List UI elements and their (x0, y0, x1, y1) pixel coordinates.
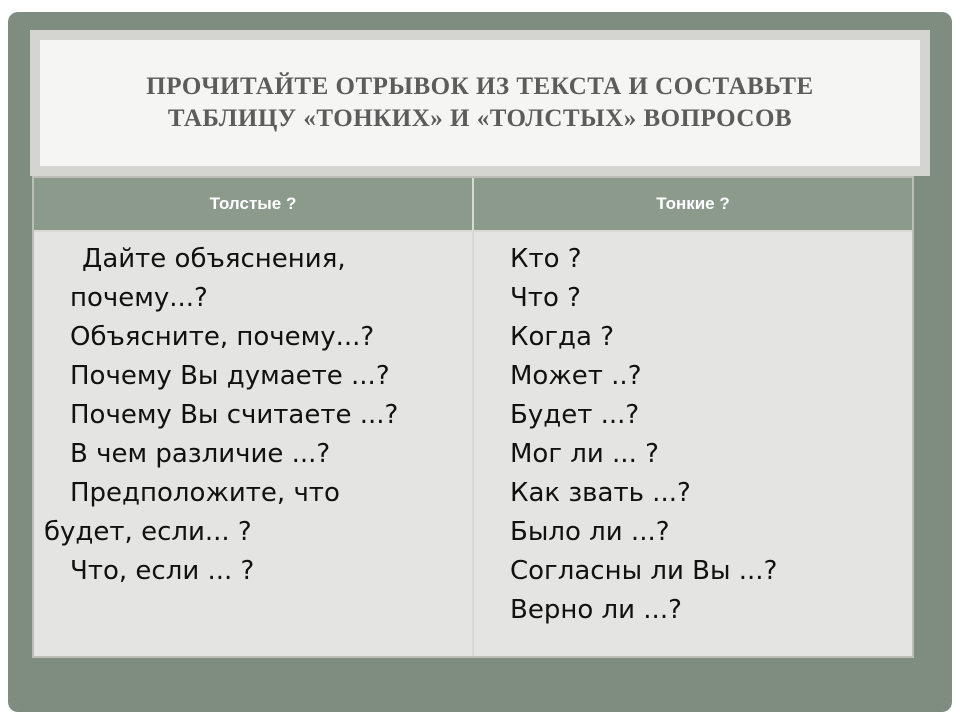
list-item: Мог ли ... ? (510, 439, 659, 469)
list-item: Кто ? (510, 244, 582, 274)
title-line-2: ТАБЛИЦУ «ТОНКИХ» И «ТОЛСТЫХ» ВОПРОСОВ (167, 105, 793, 132)
title-line-1: ПРОЧИТАЙТЕ ОТРЫВОК ИЗ ТЕКСТА И СОСТАВЬТЕ (146, 73, 814, 100)
list-item: Как звать ...? (510, 478, 691, 508)
slide (8, 12, 952, 712)
table-body-row (34, 232, 912, 656)
list-item: Может ..? (510, 361, 642, 391)
list-item: Почему Вы считаете ...? (70, 400, 399, 430)
slide-title (146, 71, 813, 135)
thin-questions-cell (474, 232, 912, 656)
list-item: Что, если ... ? (70, 556, 255, 586)
thin-questions-list (474, 232, 912, 630)
list-item: Почему Вы думаете ...? (70, 361, 390, 391)
title-box (30, 30, 930, 176)
list-item: Дайте объяснения, (82, 244, 346, 274)
list-item: будет, если... ? (44, 517, 252, 547)
header-thick-questions: Толстые ? (34, 178, 474, 230)
list-item: Предположите, что (70, 478, 340, 508)
list-item: почему...? (70, 283, 208, 313)
header-thin-questions: Тонкие ? (656, 194, 730, 213)
list-item: Верно ли ...? (510, 595, 682, 625)
list-item: Согласны ли Вы ...? (510, 556, 778, 586)
list-item: Было ли ...? (510, 517, 670, 547)
thick-questions-list (34, 232, 472, 591)
thick-questions-cell (34, 232, 474, 656)
questions-table (32, 176, 914, 658)
list-item: Что ? (510, 283, 581, 313)
list-item: Когда ? (510, 322, 614, 352)
list-item: Объясните, почему...? (70, 322, 375, 352)
table-header-row (34, 178, 912, 232)
list-item: В чем различие ...? (70, 439, 331, 469)
list-item: Будет ...? (510, 400, 640, 430)
